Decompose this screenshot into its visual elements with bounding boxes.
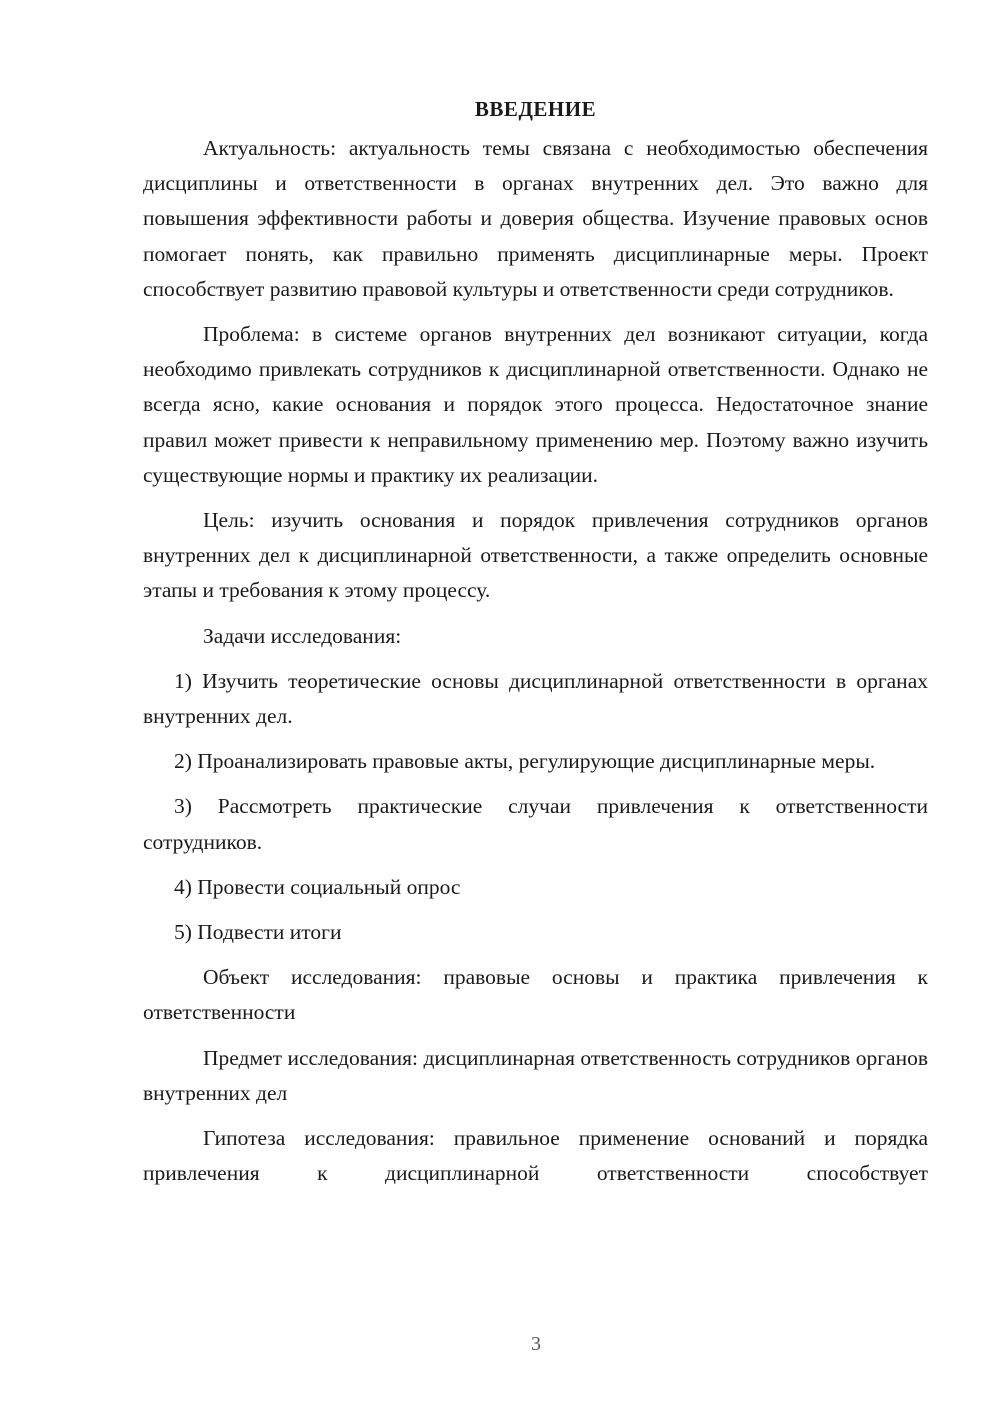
task-item: 4) Провести социальный опрос xyxy=(174,874,461,899)
object-paragraph: Объект исследования: правовые основы и практика привлечения к ответственности xyxy=(143,965,928,1025)
page-number: 3 xyxy=(531,1333,541,1355)
tasks-list xyxy=(143,664,928,950)
task-item: 5) Подвести итоги xyxy=(174,920,342,945)
relevance-paragraph: Актуальность: актуальность темы связана с необходимостью обеспечения дисциплины и ответственности в органах внутренних дел. Это важно для повышения эффективности работы и доверия общества. Изучение правовых основ помогает понять, как правильно применять дисциплинарные меры. Проект способствует развитию правовой культуры и ответственности среди сотрудников. xyxy=(143,136,928,301)
task-item: 2) Проанализировать правовые акты, регулирующие дисциплинарные меры. xyxy=(174,749,876,774)
section-heading: ВВЕДЕНИЕ xyxy=(474,97,597,121)
subject-paragraph: Предмет исследования: дисциплинарная ответственность сотрудников органов внутренних дел xyxy=(143,1045,928,1105)
document-page xyxy=(143,92,928,1201)
task-item: 1) Изучить теоретические основы дисциплинарной ответственности в органах внутренних дел. xyxy=(143,668,928,729)
hypothesis-paragraph: Гипотеза исследования: правильное применение оснований и порядка привлечения к дисциплинарной ответственности способствует xyxy=(143,1126,928,1186)
problem-paragraph: Проблема: в системе органов внутренних дел возникают ситуации, когда необходимо привлекать сотрудников к дисциплинарной ответственности. Однако не всегда ясно, какие основания и порядок этого процесса. Недостаточное знание правил может привести к неправильному применению мер. Поэтому важно изучить существующие нормы и практику их реализации. xyxy=(143,322,928,487)
task-item: 3) Рассмотреть практические случаи привлечения к ответственности сотрудников. xyxy=(143,794,928,854)
goal-paragraph: Цель: изучить основания и порядок привлечения сотрудников органов внутренних дел к дисциплинарной ответственности, а также определить основные этапы и требования к этому процессу. xyxy=(143,508,928,603)
tasks-title: Задачи исследования: xyxy=(203,623,402,648)
